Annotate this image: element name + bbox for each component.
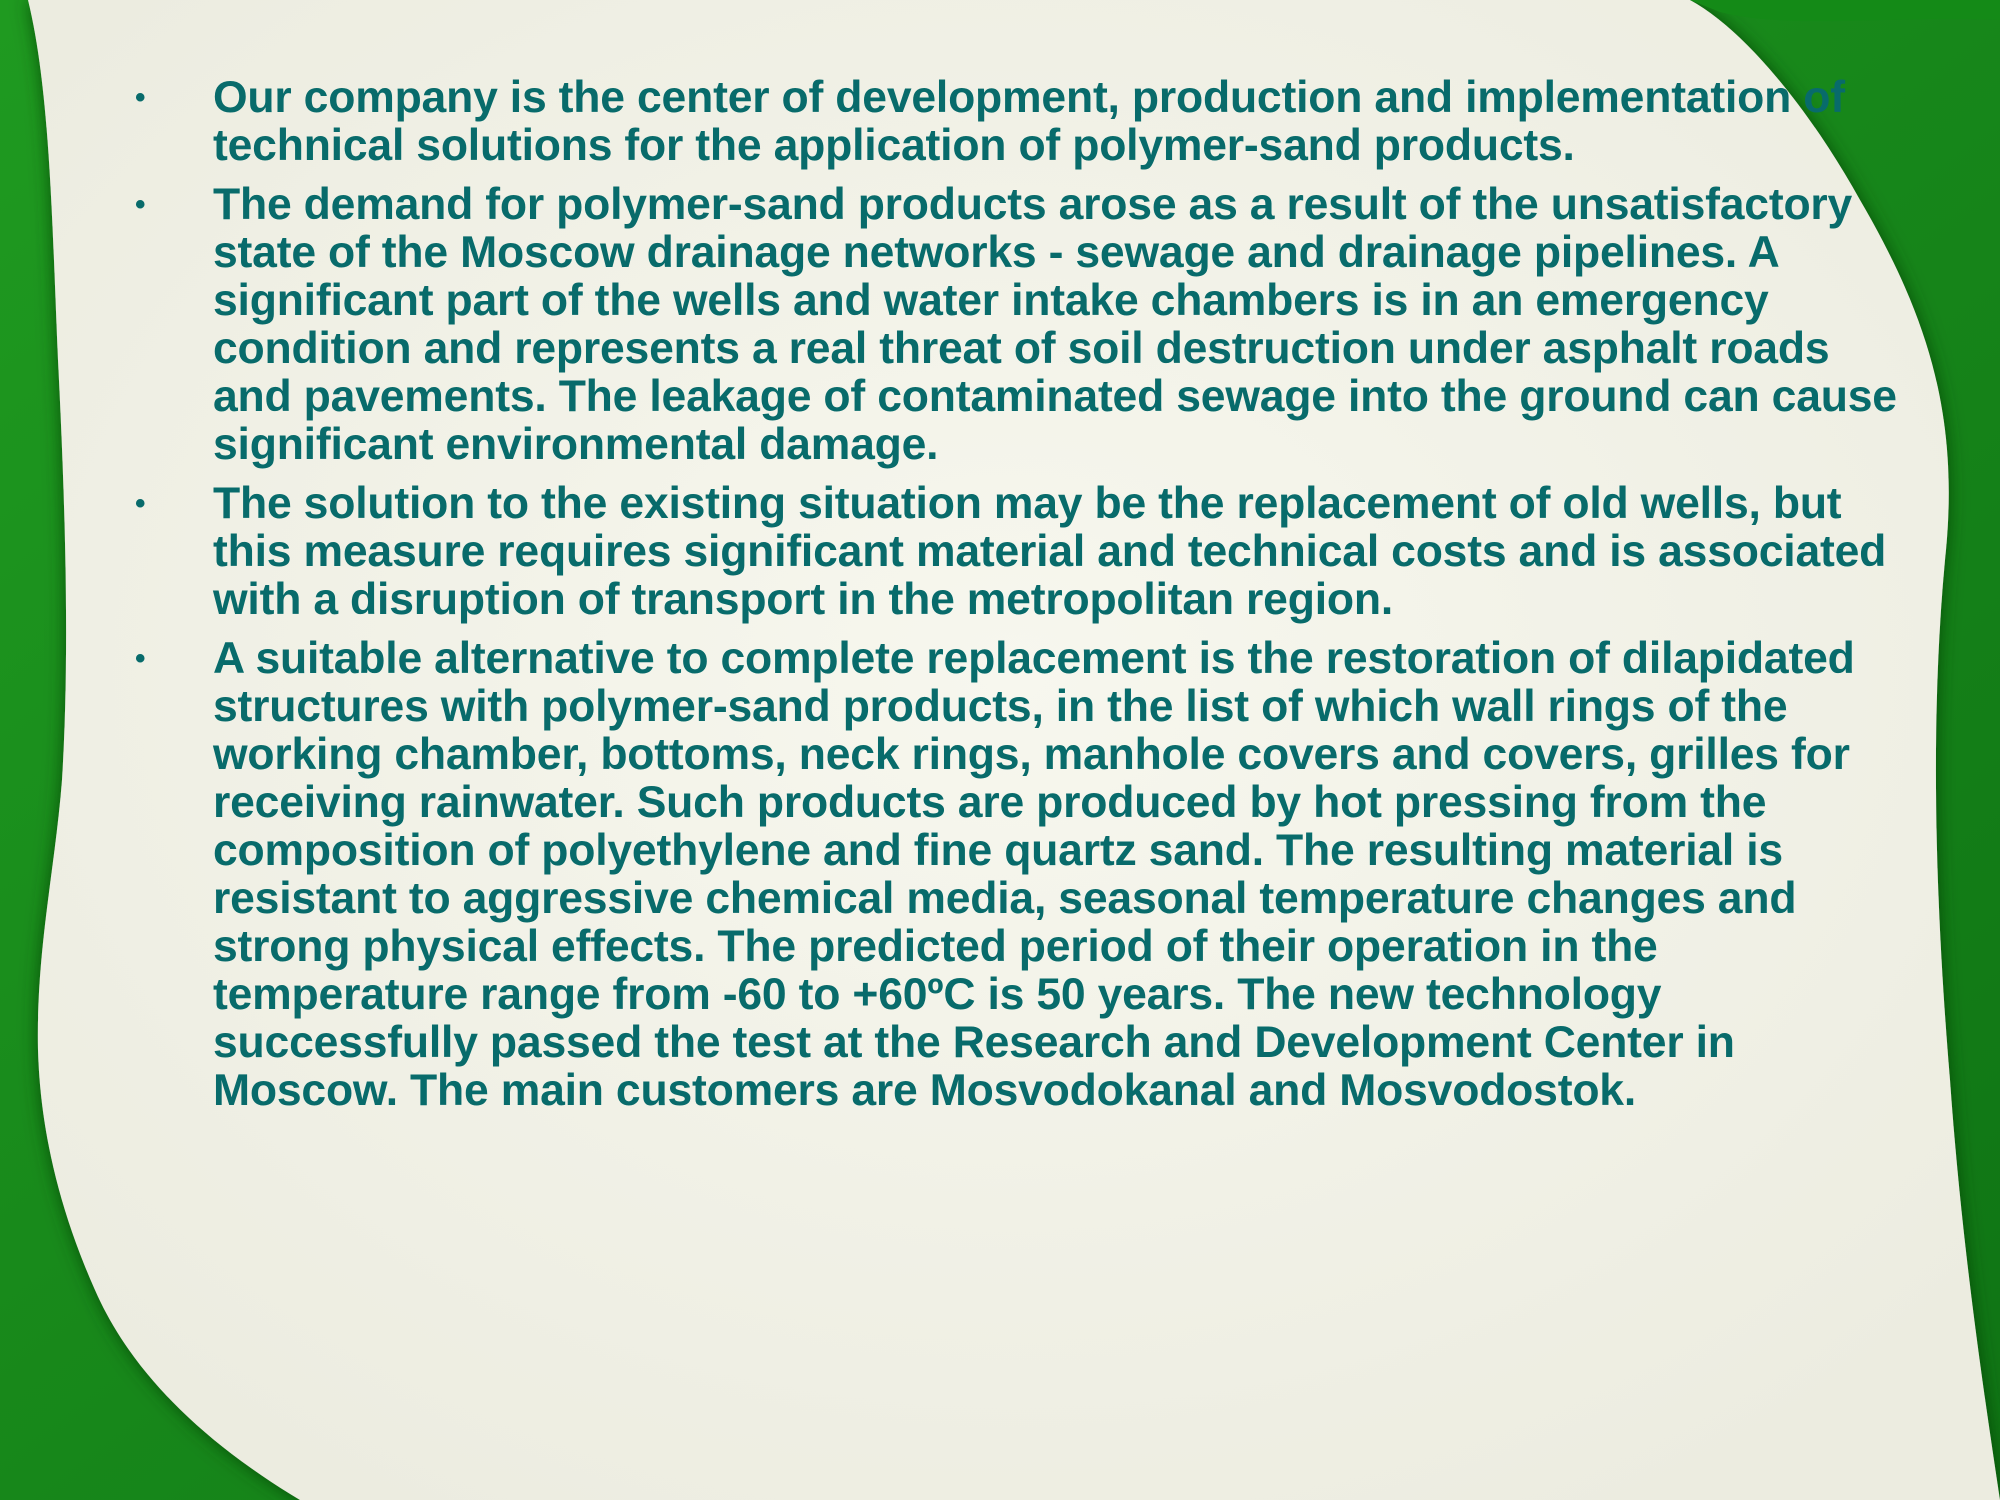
slide-content (130, 74, 1900, 1126)
bullet-dot-icon: • (135, 487, 146, 520)
bullet-item-alternative (130, 635, 1900, 1115)
bullet-text: Our company is the center of development, production and implementation of technical solutions for the application of polymer-sand products. (213, 73, 1845, 170)
bullet-text: The demand for polymer-sand products arose as a result of the unsatisfactory state of the Moscow drainage networks - sewage and drainage pipelines. A significant part of the wells and water intake chambers is in an emergency condition and represents a real threat of soil destruction under asphalt roads and pavements. The leakage of contaminated sewage into the ground can cause significant environmental damage. (213, 180, 1897, 469)
bullet-text: The solution to the existing situation may be the replacement of old wells, but this measure requires significant material and technical costs and is associated with a disruption of transport in the metropolitan region. (213, 479, 1887, 624)
bullet-item-company (130, 74, 1900, 170)
bullet-dot-icon: • (135, 81, 146, 114)
bullet-dot-icon: • (135, 642, 146, 675)
bullet-text: A suitable alternative to complete replacement is the restoration of dilapidated structures with polymer-sand products, in the list of which wall rings of the working chamber, bottoms, neck rings, manhole covers and covers, grilles for receiving rainwater. Such products are produced by hot pressing from the composition of polyethylene and fine quartz sand. The resulting material is resistant to aggressive chemical media, seasonal temperature changes and strong physical effects. The predicted period of their operation in the temperature range from -60 to +60ºC is 50 years. The new technology successfully passed the test at the Research and Development Center in Moscow. The main customers are Mosvodokanal and Mosvodostok. (213, 634, 1855, 1115)
bullet-item-demand (130, 181, 1900, 469)
bullet-list (130, 74, 1900, 1115)
bullet-dot-icon: • (135, 188, 146, 221)
bullet-item-solution (130, 480, 1900, 624)
